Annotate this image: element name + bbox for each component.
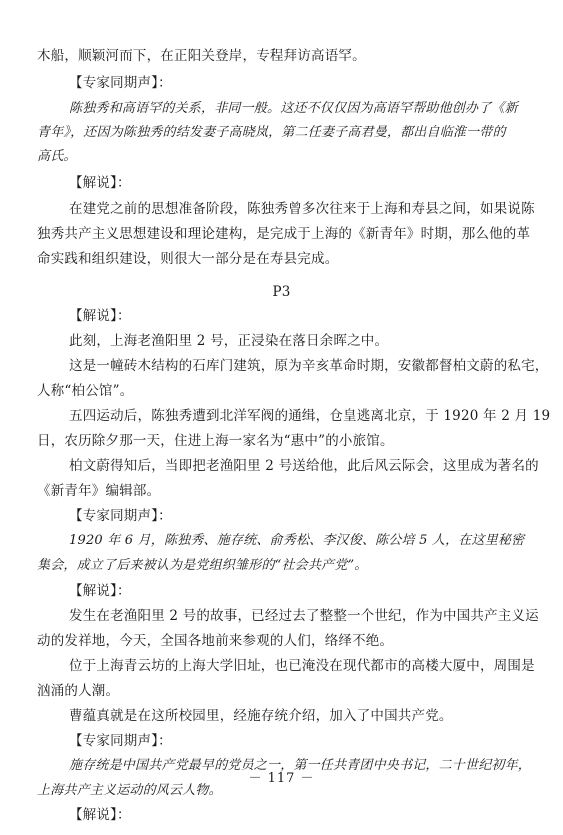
paragraph-line: 汹涌的人潮。: [37, 683, 120, 699]
section-header-narration: 【解说】：: [69, 807, 131, 823]
paragraph-line: 日，农历除夕那一天，住进上海一家名为“惠中”的小旅馆。: [37, 433, 394, 449]
quote-line: 施存统是中国共产党最早的党员之一，第一任共青团中央书记，二十世纪初年，: [69, 758, 532, 773]
quote-line: 高氏。: [37, 149, 77, 164]
paragraph-line: 此刻，上海老渔阳里 2 号，正浸染在落日余晖之中。: [69, 333, 389, 349]
section-header-expert: 【专家同期声】：: [69, 733, 172, 749]
quote-line: 上海共产主义运动的风云人物。: [37, 783, 222, 798]
paragraph-line: 在建党之前的思想准备阶段，陈独秀曾多次往来于上海和寿县之间，如果说陈: [69, 201, 535, 217]
section-header-expert: 【专家同期声】：: [69, 508, 172, 524]
quote-line: 集会，成立了后来被认为是党组织雏形的“社会共产党”。: [37, 558, 368, 573]
paragraph-line: 木船，顺颖河而下，在正阳关登岸，专程拜访高语罕。: [37, 48, 366, 64]
part-heading: P3: [272, 284, 291, 300]
paragraph-line: 命实践和组织建设，则很大一部分是在寿县完成。: [37, 251, 339, 267]
paragraph-line: 位于上海青云坊的上海大学旧址，也已淹没在现代都市的高楼大厦中，周围是: [69, 658, 535, 674]
paragraph-line: 人称“柏公馆”。: [37, 383, 134, 399]
paragraph-line: 五四运动后，陈独秀遭到北洋军阀的通缉，仓皇逃离北京，于 1920 年 2 月 19: [69, 408, 551, 424]
section-header-narration: 【解说】：: [69, 583, 131, 599]
paragraph-line: 柏文蔚得知后，当即把老渔阳里 2 号送给他，此后风云际会，这里成为著名的: [69, 458, 539, 474]
quote-line: 陈独秀和高语罕的关系，非同一般。这还不仅仅因为高语罕帮助他创办了《新: [69, 101, 518, 116]
page-number: － 117 －: [248, 771, 315, 786]
section-header-expert: 【专家同期声】：: [69, 75, 172, 91]
section-header-narration: 【解说】：: [69, 308, 131, 324]
section-header-narration: 【解说】：: [69, 175, 131, 191]
paragraph-line: 发生在老渔阳里 2 号的故事，已经过去了整整一个世纪，作为中国共产主义运: [69, 608, 539, 624]
paragraph-line: 曹蕴真就是在这所校园里，经施存统介绍，加入了中国共产党。: [69, 708, 453, 724]
paragraph-line: 这是一幢砖木结构的石库门建筑，原为辛亥革命时期，安徽都督柏文蔚的私宅，: [69, 358, 549, 374]
quote-line: 青年》，还因为陈独秀的结发妻子高晓岚，第二任妻子高君曼，都出自临淮一带的: [37, 125, 506, 140]
paragraph-line: 《新青年》编辑部。: [37, 483, 161, 499]
paragraph-line: 独秀共产主义思想建设和理论建构，是完成于上海的《新青年》时期，那么他的革: [37, 226, 531, 242]
paragraph-line: 动的发祥地，今天，全国各地前来参观的人们，络绎不绝。: [37, 633, 394, 649]
quote-line: 1920 年 6 月，陈独秀、施存统、俞秀松、李汉俊、陈公培 5 人，在这里秘密: [69, 533, 525, 548]
